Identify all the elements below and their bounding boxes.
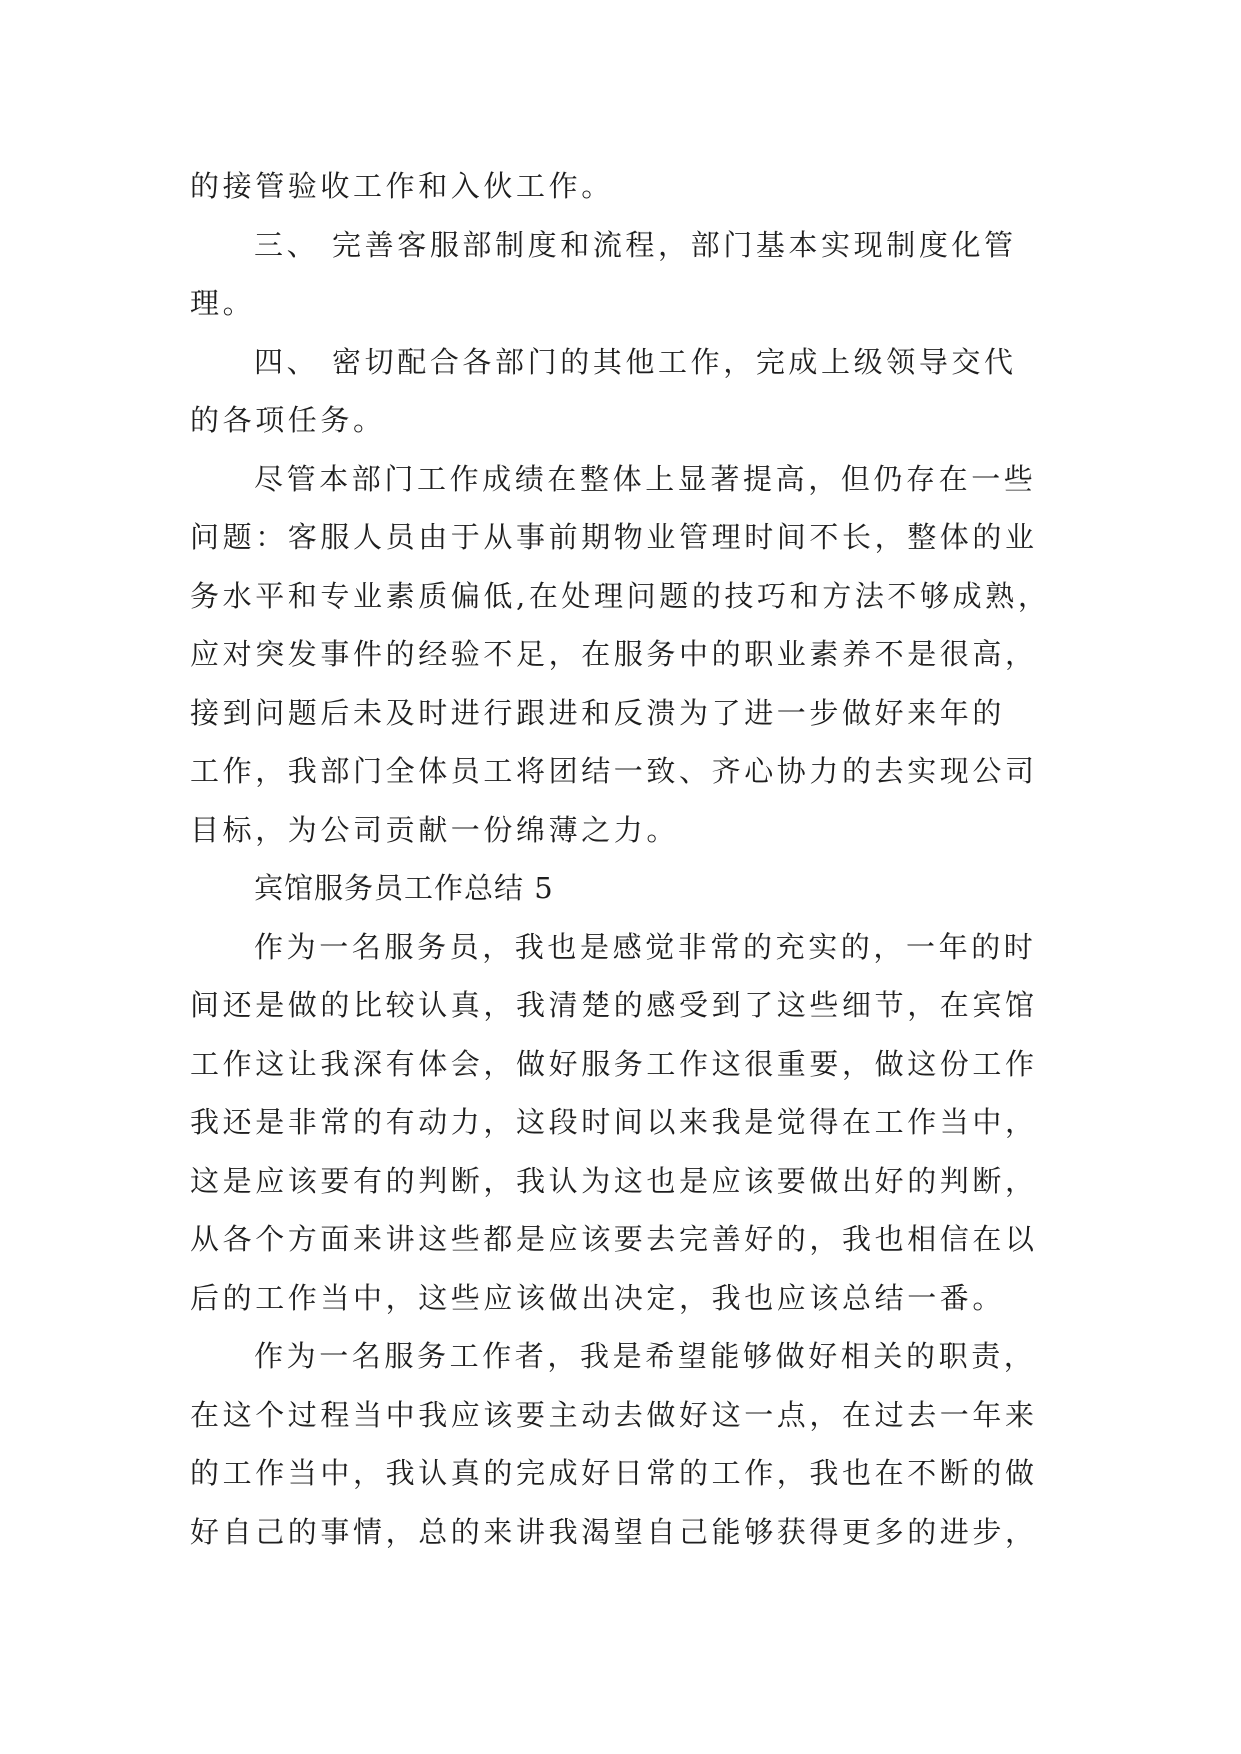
text-line: 目标，为公司贡献一份绵薄之力。 [190,812,680,847]
text-line: 的接管验收工作和入伙工作。 [190,169,614,203]
text-line: 的各项任务。 [190,403,386,437]
text-line: 作为一名服务员，我也是感觉非常的充实的，一年的时 [254,929,1037,964]
text-line: 应对突发事件的经验不足，在服务中的职业素养不是很高， [190,637,1038,671]
text-line: 后的工作当中，这些应该做出决定，我也应该总结一番。 [190,1280,1006,1315]
text-line: 四、 密切配合各部门的其他工作，完成上级领导交代 [254,344,1017,379]
text-line: 工作，我部门全体员工将团结一致、齐心协力的去实现公司 [190,754,1038,788]
text-line: 接到问题后未及时进行跟进和反溃为了进一步做好来年的 [190,695,1006,730]
text-line: 三、 完善客服部制度和流程，部门基本实现制度化管 [254,227,1017,262]
section-heading: 宾馆服务员工作总结 5 [254,871,554,905]
text-line: 好自己的事情，总的来讲我渴望自己能够获得更多的进步， [190,1514,1038,1549]
text-line: 的工作当中，我认真的完成好日常的工作，我也在不断的做 [190,1456,1038,1490]
text-line: 问题：客服人员由于从事前期物业管理时间不长，整体的业 [190,520,1038,554]
text-line: 工作这让我深有体会，做好服务工作这很重要，做这份工作 [190,1046,1038,1081]
text-line: 尽管本部门工作成绩在整体上显著提高，但仍存在一些 [254,461,1037,496]
text-line: 理。 [190,286,256,320]
text-line: 我还是非常的有动力，这段时间以来我是觉得在工作当中， [190,1105,1038,1139]
text-line: 在这个过程当中我应该要主动去做好这一点，在过去一年来 [190,1397,1038,1432]
text-line: 作为一名服务工作者，我是希望能够做好相关的职责， [254,1339,1037,1373]
text-line: 从各个方面来讲这些都是应该要去完善好的，我也相信在以 [190,1222,1038,1256]
text-line: 这是应该要有的判断，我认为这也是应该要做出好的判断， [190,1163,1038,1198]
document-body [190,157,1070,1561]
text-line: 务水平和专业素质偏低,在处理问题的技巧和方法不够成熟， [190,578,1051,613]
text-line: 间还是做的比较认真，我清楚的感受到了这些细节，在宾馆 [190,988,1038,1022]
